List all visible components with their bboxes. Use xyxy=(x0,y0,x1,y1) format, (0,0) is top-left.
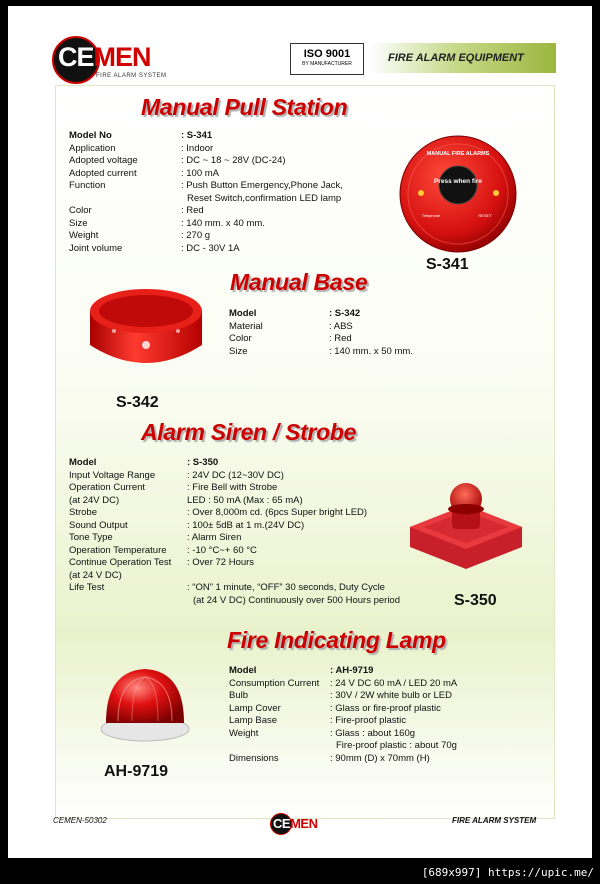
pull-top-label: MANUAL FIRE ALARMS xyxy=(426,151,490,157)
iso-subtitle: BY MANUFACTURER xyxy=(302,61,352,67)
spec-row xyxy=(69,545,400,558)
spec-key: Operation Current xyxy=(69,482,146,493)
spec-key: Lamp Cover xyxy=(229,702,281,714)
spec-key: Application xyxy=(69,142,116,154)
pull-button-text: Press when fire xyxy=(433,178,483,185)
spec-row xyxy=(69,557,400,570)
spec-key: Operation Temperature xyxy=(69,544,167,556)
siren-title: Alarm Siren / Strobe xyxy=(141,419,357,445)
spec-value: : 140 mm. x 50 mm. xyxy=(329,345,413,357)
spec-value: : 100 mA xyxy=(181,167,220,179)
spec-row xyxy=(69,218,343,231)
spec-value: : 24V DC (12~30V DC) xyxy=(187,469,284,481)
pull-right-label: RESET xyxy=(478,213,492,218)
spec-key: Consumption Current xyxy=(229,677,320,689)
spec-key: Size xyxy=(69,217,88,229)
spec-row xyxy=(69,520,400,533)
spec-row xyxy=(69,482,400,495)
spec-row xyxy=(69,130,343,143)
spec-row xyxy=(229,308,413,321)
spec-row xyxy=(69,582,400,595)
spec-value: : Alarm Siren xyxy=(187,532,242,543)
lamp-code: AH-9719 xyxy=(104,763,169,780)
siren-code: S-350 xyxy=(454,592,497,609)
spec-row xyxy=(229,678,457,691)
iso-title: ISO 9001 xyxy=(303,48,351,60)
spec-value: : 100± 5dB at 1 m.(24V DC) xyxy=(187,519,305,531)
spec-key: Weight xyxy=(69,230,99,241)
spec-value: : Glass : about 160g xyxy=(330,727,416,739)
spec-value: (at 24 V DC) Continuously over 500 Hours period xyxy=(193,594,400,606)
spec-value: : 24 V DC 60 mA / LED 20 mA xyxy=(330,677,458,689)
spec-key: Life Test xyxy=(69,582,105,593)
spec-value: LED : 50 mA (Max : 65 mA) xyxy=(187,494,303,506)
spec-row xyxy=(229,728,457,741)
spec-key xyxy=(69,193,181,206)
lamp-specs xyxy=(229,665,457,765)
logo-text: CEMEN xyxy=(58,42,151,72)
spec-row xyxy=(69,205,343,218)
spec-value: : DC ~ 18 ~ 28V (DC-24) xyxy=(181,155,286,166)
logo-subtitle: FIRE ALARM SYSTEM xyxy=(96,73,167,79)
spec-key: Model No xyxy=(69,130,112,141)
footer-system-label: FIRE ALARM SYSTEM xyxy=(452,816,537,825)
spec-value: : Push Button Emergency,Phone Jack, xyxy=(181,180,343,191)
spec-key: Joint volume xyxy=(69,242,123,254)
spec-key: Tone Type xyxy=(69,532,113,543)
spec-value: : 90mm (D) x 70mm (H) xyxy=(330,752,430,764)
spec-key: Dimensions xyxy=(229,752,279,764)
spec-value: : AH-9719 xyxy=(330,665,374,676)
spec-key: Color xyxy=(229,333,252,344)
spec-value: : ABS xyxy=(329,320,353,332)
spec-row xyxy=(229,333,413,346)
spec-key: Adopted current xyxy=(69,167,137,179)
spec-key: (at 24 V DC) xyxy=(69,569,122,581)
spec-value: : Fire Bell with Strobe xyxy=(187,482,278,493)
spec-key: Sound Output xyxy=(69,519,128,531)
spec-value: : S-350 xyxy=(187,457,219,468)
spec-row xyxy=(69,193,343,206)
equipment-banner xyxy=(370,43,556,73)
spec-value: : Red xyxy=(329,333,352,344)
spec-row xyxy=(69,180,343,193)
spec-value: : Glass or fire-proof plastic xyxy=(330,702,441,714)
spec-value: Fire-proof plastic : about 70g xyxy=(336,740,457,751)
siren-image xyxy=(406,475,526,573)
spec-row xyxy=(69,495,400,508)
pull-left-label: Telephone xyxy=(421,213,441,218)
footer-doc-code: CEMEN-50302 xyxy=(53,816,107,825)
spec-row xyxy=(229,703,457,716)
spec-key: Adopted voltage xyxy=(69,155,138,166)
spec-value: : Red xyxy=(181,205,204,216)
spec-row xyxy=(229,753,457,766)
spec-value: : 30V / 2W white bulb or LED xyxy=(330,690,452,701)
pull-station-title: Manual Pull Station xyxy=(141,94,348,120)
watermark-text: [689x997] https://upic.me/ xyxy=(421,866,594,879)
spec-key: Function xyxy=(69,180,106,191)
spec-row xyxy=(69,595,400,608)
spec-row xyxy=(69,143,343,156)
pull-station-specs xyxy=(69,130,343,255)
spec-row xyxy=(69,155,343,168)
spec-key: Size xyxy=(229,345,248,357)
spec-key: Strobe xyxy=(69,507,97,518)
spec-row xyxy=(229,665,457,678)
spec-key: Continue Operation Test xyxy=(69,557,172,568)
iso-badge xyxy=(290,43,364,75)
brochure-page xyxy=(8,6,592,858)
lamp-image xyxy=(98,663,192,749)
spec-key: Model xyxy=(229,665,257,676)
spec-row xyxy=(69,532,400,545)
spec-key: Model xyxy=(229,308,257,319)
spec-value: : Fire-proof plastic xyxy=(330,715,407,726)
spec-row xyxy=(229,740,457,753)
spec-value: : -10 °C~+ 60 °C xyxy=(187,544,257,556)
spec-row xyxy=(69,457,400,470)
spec-value: : Over 8,000m cd. (6pcs Super bright LED) xyxy=(187,507,368,518)
siren-specs xyxy=(69,457,400,607)
lamp-title: Fire Indicating Lamp xyxy=(227,627,446,653)
spec-row xyxy=(229,690,457,703)
spec-key xyxy=(229,740,330,753)
cemen-logo xyxy=(52,36,172,84)
spec-row xyxy=(69,243,343,256)
manual-base-image xyxy=(84,283,208,377)
spec-key: Input Voltage Range xyxy=(69,469,156,481)
footer-logo xyxy=(270,813,330,835)
manual-base-specs xyxy=(229,308,413,358)
spec-row xyxy=(69,230,343,243)
spec-key: Lamp Base xyxy=(229,715,278,726)
footer-logo-text: CEMEN xyxy=(273,816,318,831)
spec-key: Bulb xyxy=(229,690,249,701)
spec-value: : “ON” 1 minute, “OFF” 30 seconds, Duty Cycle xyxy=(187,582,385,593)
spec-row xyxy=(69,570,400,583)
spec-value: : 270 g xyxy=(181,230,211,241)
spec-value: Reset Switch,confirmation LED lamp xyxy=(187,192,342,204)
spec-row xyxy=(69,168,343,181)
spec-key: Model xyxy=(69,457,97,468)
spec-row xyxy=(229,346,413,359)
spec-key: Material xyxy=(229,320,263,332)
spec-row xyxy=(69,507,400,520)
pull-station-code: S-341 xyxy=(426,256,469,273)
spec-value: : Indoor xyxy=(181,142,214,154)
equipment-banner-text: FIRE ALARM EQUIPMENT xyxy=(388,52,524,64)
pull-station-image xyxy=(396,133,520,255)
spec-row xyxy=(229,715,457,728)
spec-value: : DC - 30V 1A xyxy=(181,242,240,254)
spec-key: Color xyxy=(69,205,92,216)
manual-base-title: Manual Base xyxy=(230,269,368,295)
spec-key: Weight xyxy=(229,727,259,739)
spec-value: : S-342 xyxy=(329,308,361,319)
spec-value: : Over 72 Hours xyxy=(187,557,255,568)
spec-value: : S-341 xyxy=(181,130,213,141)
spec-key: (at 24V DC) xyxy=(69,494,120,506)
spec-row xyxy=(229,321,413,334)
spec-row xyxy=(69,470,400,483)
spec-value: : 140 mm. x 40 mm. xyxy=(181,217,265,229)
spec-key xyxy=(69,595,187,608)
manual-base-code: S-342 xyxy=(116,394,159,411)
